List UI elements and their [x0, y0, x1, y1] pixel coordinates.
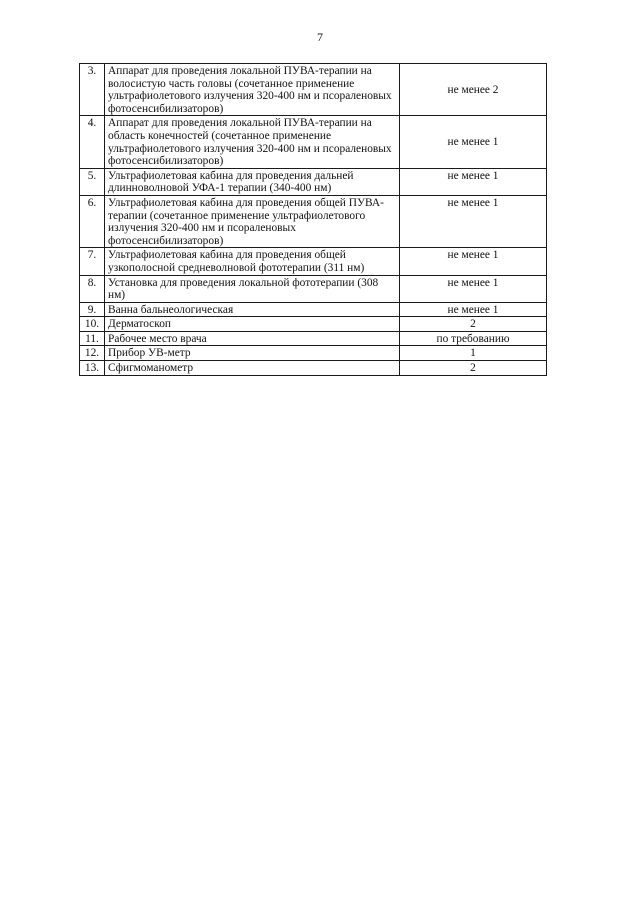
table-row [80, 302, 547, 317]
equipment-name: Ультрафиолетовая кабина для проведения общей ПУВА- терапии (сочетанное применение ультрафиолетового излучения 320-400 нм и псораленовых фотосенсибилизаторов) [105, 195, 400, 247]
row-number: 5. [80, 168, 105, 195]
table-row [80, 64, 547, 116]
equipment-name: Аппарат для проведения локальной ПУВА-терапии на область конечностей (сочетанное применение ультрафиолетового излучения 320-400 нм и псораленовых фотосенсибилизаторов) [105, 116, 400, 168]
equipment-name: Сфигмоманометр [105, 361, 400, 376]
table-row [80, 168, 547, 195]
equipment-quantity: не менее 1 [400, 116, 547, 168]
row-number: 10. [80, 317, 105, 332]
row-number: 8. [80, 275, 105, 302]
row-number: 3. [80, 64, 105, 116]
equipment-quantity: не менее 1 [400, 275, 547, 302]
row-number: 13. [80, 361, 105, 376]
table-row [80, 346, 547, 361]
equipment-table [79, 63, 547, 376]
equipment-name: Ванна бальнеологическая [105, 302, 400, 317]
row-number: 7. [80, 248, 105, 275]
table-row [80, 275, 547, 302]
equipment-quantity: 1 [400, 346, 547, 361]
row-number: 9. [80, 302, 105, 317]
table-row [80, 317, 547, 332]
equipment-name: Установка для проведения локальной фототерапии (308 нм) [105, 275, 400, 302]
table-row [80, 116, 547, 168]
page-number: 7 [317, 30, 323, 44]
table-row [80, 195, 547, 247]
row-number: 4. [80, 116, 105, 168]
equipment-quantity: не менее 1 [400, 302, 547, 317]
equipment-name: Рабочее место врача [105, 331, 400, 346]
equipment-quantity: не менее 1 [400, 168, 547, 195]
equipment-name: Прибор УВ-метр [105, 346, 400, 361]
equipment-quantity: 2 [400, 317, 547, 332]
table-row [80, 331, 547, 346]
row-number: 11. [80, 331, 105, 346]
row-number: 12. [80, 346, 105, 361]
equipment-name: Дерматоскоп [105, 317, 400, 332]
equipment-name: Ультрафиолетовая кабина для проведения дальней длинноволновой УФА-1 терапии (340-400 нм) [105, 168, 400, 195]
equipment-name: Ультрафиолетовая кабина для проведения общей узкополосной средневолновой фототерапии (311 нм) [105, 248, 400, 275]
equipment-quantity: 2 [400, 361, 547, 376]
equipment-quantity: по требованию [400, 331, 547, 346]
row-number: 6. [80, 195, 105, 247]
equipment-name: Аппарат для проведения локальной ПУВА-терапии на волосистую часть головы (сочетанное применение ультрафиолетового излучения 320-400 нм и псораленовых фотосенсибилизаторов) [105, 64, 400, 116]
equipment-quantity: не менее 2 [400, 64, 547, 116]
equipment-quantity: не менее 1 [400, 195, 547, 247]
table-row [80, 361, 547, 376]
equipment-quantity: не менее 1 [400, 248, 547, 275]
table-row [80, 248, 547, 275]
